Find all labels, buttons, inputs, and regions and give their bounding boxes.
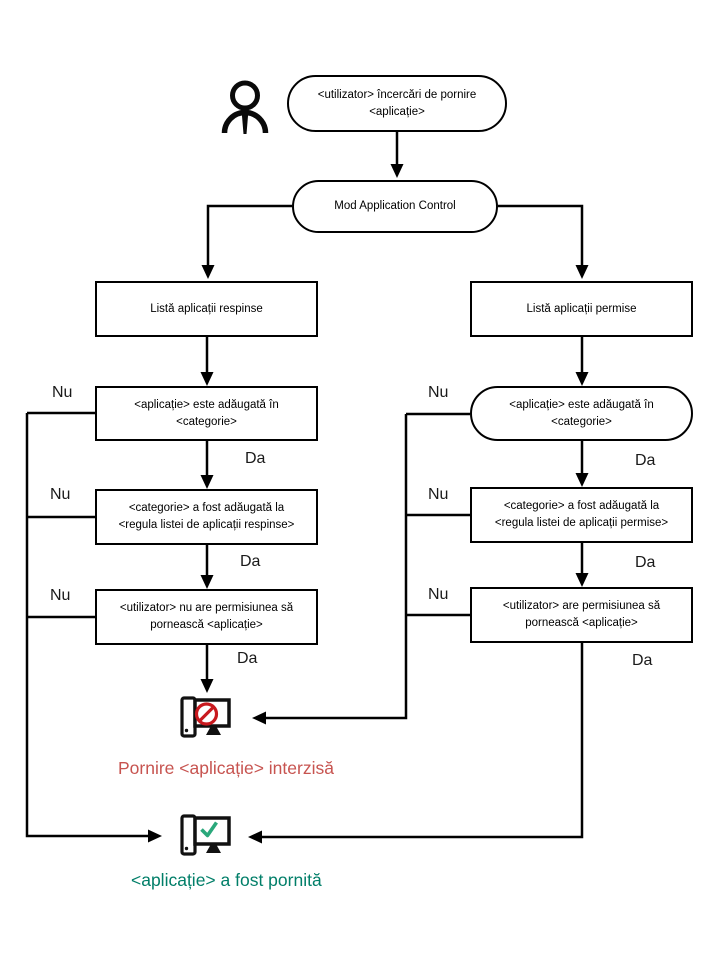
branch-label-yes: Da [240, 553, 261, 570]
node-allow-category: <aplicație> este adăugată în <categorie> [470, 386, 693, 441]
node-deny-rule: <categorie> a fost adăugată la <regula listei de aplicații respinse> [95, 489, 318, 545]
branch-label-no: Nu [428, 586, 449, 603]
branch-label-yes: Da [635, 554, 656, 571]
branch-label-yes: Da [237, 650, 258, 667]
check-icon [202, 823, 217, 836]
branch-label-no: Nu [50, 587, 71, 604]
node-allow-rule: <categorie> a fost adăugată la <regula listei de aplicații permise> [470, 487, 693, 543]
node-allow-permission: <utilizator> are permisiunea să pornească <aplicație> [470, 587, 693, 643]
node-deny-category: <aplicație> este adăugată în <categorie> [95, 386, 318, 441]
app-started-icon [182, 816, 229, 854]
prohibition-icon [197, 704, 217, 724]
branch-label-yes: Da [245, 450, 266, 467]
app-blocked-icon [182, 698, 229, 736]
branch-label-no: Nu [428, 384, 449, 401]
branch-label-yes: Da [632, 652, 653, 669]
node-allowlist: Listă aplicații permise [470, 281, 693, 337]
tower-led [185, 847, 188, 850]
connector-lines [27, 132, 582, 837]
outcome-started-text: <aplicație> a fost pornită [131, 870, 322, 890]
branch-label-no: Nu [50, 486, 71, 503]
node-start: <utilizator> încercări de pornire <aplicație> [287, 75, 507, 132]
node-mode: Mod Application Control [292, 180, 498, 233]
node-deny-permission: <utilizator> nu are permisiunea să pornească <aplicație> [95, 589, 318, 645]
outcome-blocked-text: Pornire <aplicație> interzisă [118, 758, 334, 778]
tower-led [185, 729, 188, 732]
user-icon [225, 83, 266, 134]
branch-label-no: Nu [52, 384, 73, 401]
branch-label-no: Nu [428, 486, 449, 503]
branch-label-yes: Da [635, 452, 656, 469]
node-denylist: Listă aplicații respinse [95, 281, 318, 337]
